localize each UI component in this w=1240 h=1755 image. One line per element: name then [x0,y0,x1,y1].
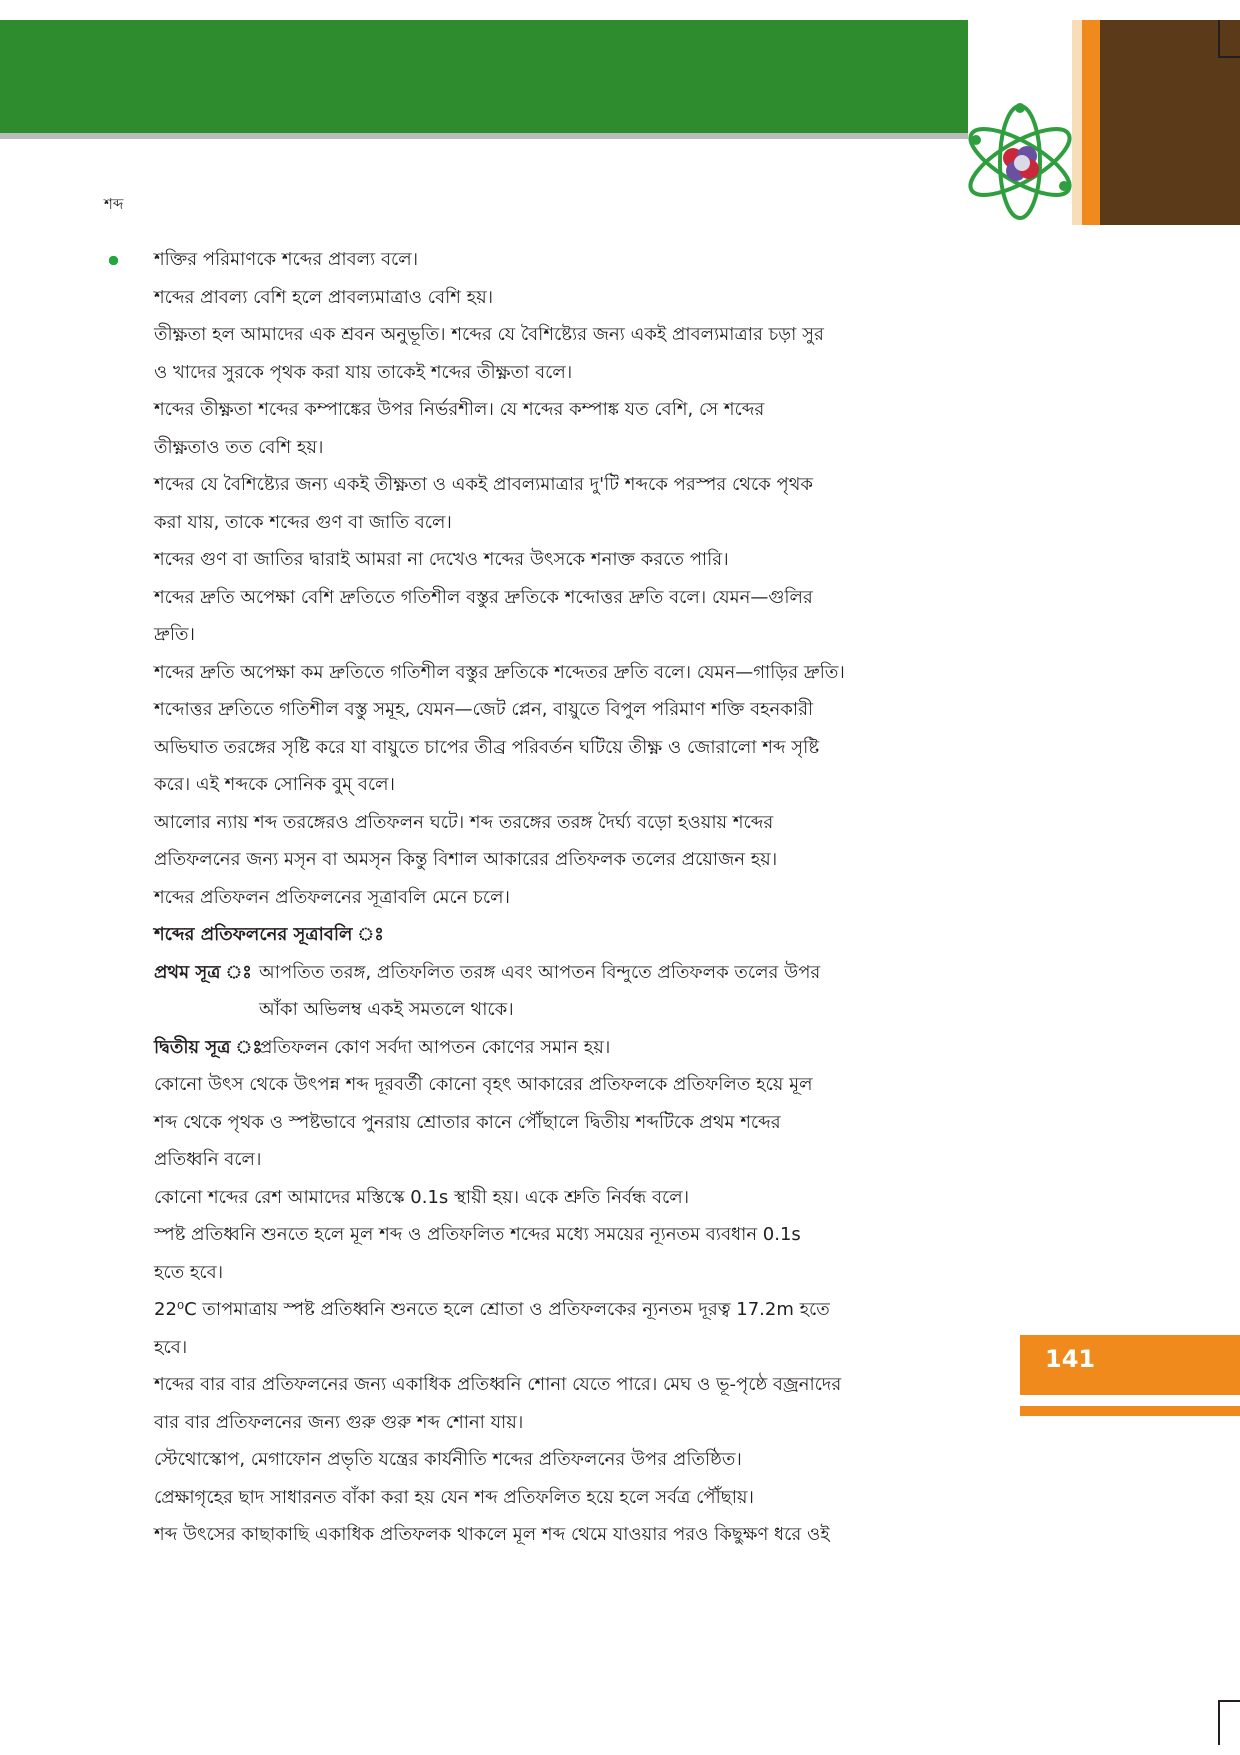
list-item [96,1179,866,1217]
text-line: তীক্ষ্ণতা হল আমাদের এক শ্রবন অনুভূতি। শব্দের যে বৈশিষ্ট্যের জন্য একই প্রাবল্যমাত্রার চড়া সুর [154,324,824,345]
list-item [96,1366,866,1441]
text-line: শব্দের দ্রুতি অপেক্ষা বেশি দ্রুতিতে গতিশীল বস্তুর দ্রুতিকে শব্দোত্তর দ্রুতি বলে। যেমন—গুলির [154,586,813,608]
list-item [96,1291,866,1366]
main-text [96,241,866,1554]
page-number-rule [1020,1406,1240,1416]
header-green-band [0,20,968,133]
list-item [96,316,866,391]
law-second [96,1029,866,1067]
text-line: প্রেক্ষাগৃহের ছাদ সাধারনত বাঁকা করা হয় যেন শব্দ প্রতিফলিত হয়ে হলে সর্বত্র পৌঁছায়। [154,1486,754,1508]
text-line: স্পষ্ট প্রতিধ্বনি শুনতে হলে মূল শব্দ ও প্রতিফলিত শব্দের মধ্যে সময়ের ন্যূনতম ব্যবধান 0.1s [154,1224,801,1245]
list-item [96,541,866,579]
crop-mark-bottom [1218,1700,1220,1745]
list-item [96,879,866,917]
text-line: হবে। [154,1336,188,1358]
text-line: আলোর ন্যায় শব্দ তরঙ্গেরও প্রতিফলন ঘটে। শব্দ তরঙ্গের তরঙ্গ দৈর্ঘ্য বড়ো হওয়ায় শব্দের [154,811,774,833]
text-line: শব্দের প্রতিফলন প্রতিফলনের সূত্রাবলি মেনে চলে। [154,886,510,908]
running-head: শব্দ [104,195,124,213]
header-grey-rule [0,133,968,139]
lead-line: শক্তির পরিমাণকে শব্দের প্রাবল্য বলে। [154,249,419,270]
text-line: 22⁰C তাপমাত্রায় স্পষ্ট প্রতিধ্বনি শুনতে হলে শ্রোতা ও প্রতিফলকের ন্যূনতম দূরত্ব 17.2m হতে [154,1299,830,1320]
text-line: শব্দের প্রাবল্য বেশি হলে প্রাবল্যমাত্রাও বেশি হয়। [154,286,494,308]
bullet-icon [109,256,118,265]
list-item [96,466,866,541]
list-item [96,391,866,466]
text-line: শব্দের দ্রুতি অপেক্ষা কম দ্রুতিতে গতিশীল বস্তুর দ্রুতিকে শব্দেতর দ্রুতি বলে। যেমন—গাড়ির দ্রুতি। [154,661,845,683]
list-item [96,1516,866,1554]
text-line: করা যায়, তাকে শব্দের গুণ বা জাতি বলে। [154,511,452,533]
text-line: কোনো উৎস থেকে উৎপন্ন শব্দ দূরবর্তী কোনো বৃহৎ আকারের প্রতিফলকে প্রতিফলিত হয়ে মূল [154,1074,813,1095]
list-item [96,579,866,654]
list-item [96,691,866,804]
text-line: হতে হবে। [154,1261,224,1283]
law-label: প্রথম সূত্র ঃ [154,961,252,983]
text-line: শব্দের গুণ বা জাতির দ্বারাই আমরা না দেখেও শব্দের উৎসকে শনাক্ত করতে পারি। [154,549,729,570]
text-line: ও খাদের সুরকে পৃথক করা যায় তাকেই শব্দের তীক্ষ্ণতা বলে। [154,361,573,383]
law-first [96,954,866,1029]
crop-mark-bottom-h [1218,1700,1240,1702]
list-item [96,1441,866,1479]
list-item [96,1479,866,1517]
list-item [96,1066,866,1179]
list-item [96,916,866,954]
laws-heading: শব্দের প্রতিফলনের সূত্রাবলি ঃ [154,924,384,945]
text-line: প্রতিফলনের জন্য মসৃন বা অমসৃন কিন্তু বিশাল আকারের প্রতিফলক তলের প্রয়োজন হয়। [154,849,778,870]
text-line: অভিঘাত তরঙ্গের সৃষ্টি করে যা বায়ুতে চাপের তীব্র পরিবর্তন ঘটিয়ে তীক্ষ্ণ ও জোরালো শব্দ সৃষ্টি [154,736,820,758]
text-line: শব্দের তীক্ষ্ণতা শব্দের কম্পাঙ্কের উপর নির্ভরশীল। যে শব্দের কম্পাঙ্ক যত বেশি, সে শব্দের [154,399,765,420]
text-line: শব্দের বার বার প্রতিফলনের জন্য একাধিক প্রতিধ্বনি শোনা যেতে পারে। মেঘ ও ভূ-পৃষ্ঠে বজ্রনাদের [154,1374,842,1395]
text-line: শব্দ উৎসের কাছাকাছি একাধিক প্রতিফলক থাকলে মূল শব্দ থেমে যাওয়ার পরও কিছুক্ষণ ধরে ওই [154,1524,830,1545]
list-item [96,654,866,692]
text-line: কোনো শব্দের রেশ আমাদের মস্তিস্কে 0.1s স্থায়ী হয়। একে শ্রুতি নির্বন্ধ বলে। [154,1186,690,1208]
crop-mark-top [1218,20,1220,58]
text-line: আপতিত তরঙ্গ, প্রতিফলিত তরঙ্গ এবং আপতন বিন্দুতে প্রতিফলক তলের উপর [259,961,821,983]
text-line: তীক্ষ্ণতাও তত বেশি হয়। [154,436,324,458]
text-line: দ্রুতি। [154,624,195,645]
text-line: প্রতিধ্বনি বলে। [154,1149,262,1170]
text-line: বার বার প্রতিফলনের জন্য গুরু গুরু শব্দ শোনা যায়। [154,1411,524,1433]
text-line: শব্দ থেকে পৃথক ও স্পষ্টভাবে পুনরায় শ্রোতার কানে পৌঁছালে দ্বিতীয় শব্দটিকে প্রথম শব্দের [154,1111,781,1133]
law-label: দ্বিতীয় সূত্র ঃ [154,1036,262,1058]
list-item [96,279,866,317]
text-line: আঁকা অভিলম্ব একই সমতলে থাকে। [259,999,514,1020]
text-line: প্রতিফলন কোণ সর্বদা আপতন কোণের সমান হয়। [259,1036,611,1058]
list-item [96,1216,866,1291]
page-number: 141 [1045,1345,1096,1373]
header-orange-strip [1082,20,1100,225]
text-line: স্টেথোস্কোপ, মেগাফোন প্রভৃতি যন্ত্রের কার্যনীতি শব্দের প্রতিফলনের উপর প্রতিষ্ঠিত। [154,1449,742,1470]
text-line: করে। এই শব্দকে সোনিক বুম্ বলে। [154,774,395,795]
text-line: শব্দোত্তর দ্রুতিতে গতিশীল বস্তু সমূহ, যেমন—জেট প্লেন, বায়ুতে বিপুল পরিমাণ শক্তি বহনকারী [154,699,814,720]
text-line: শব্দের যে বৈশিষ্ট্যের জন্য একই তীক্ষ্ণতা ও একই প্রাবল্যমাত্রার দু'টি শব্দকে পরস্পর থেকে পৃথক [154,474,813,495]
list-item [96,804,866,879]
atom-icon [958,100,1082,224]
crop-mark-top-h [1218,56,1240,58]
